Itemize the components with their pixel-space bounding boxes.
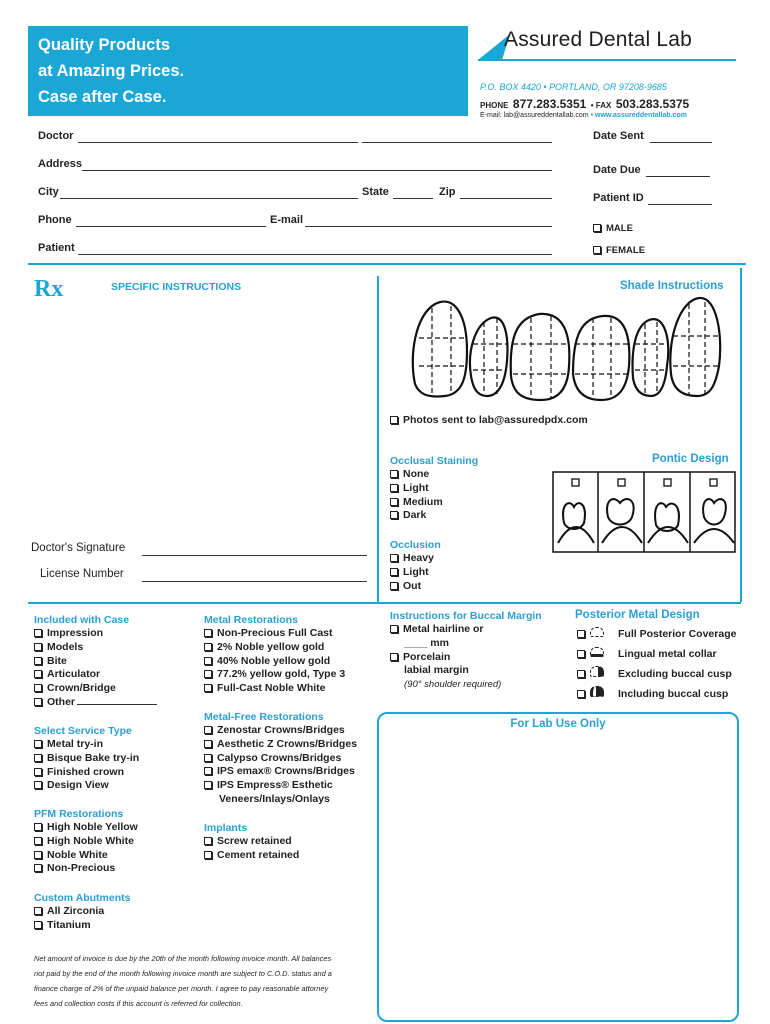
pontic-design-diagram-icon[interactable] (552, 471, 736, 553)
occlusal-staining-section (390, 454, 478, 523)
option-noble-white[interactable] (34, 849, 138, 863)
option-veneers-continued (204, 793, 357, 807)
option-ips-empress[interactable] (204, 779, 357, 793)
pontic-design-title: Pontic Design (652, 453, 729, 465)
option-crown-bridge[interactable] (34, 682, 157, 696)
doctor-label: Doctor (38, 130, 74, 142)
checkbox-icon[interactable] (577, 690, 585, 698)
photos-sent-checkbox[interactable] (390, 414, 588, 426)
right-rule (740, 268, 742, 602)
option-all-zirconia[interactable] (34, 905, 130, 919)
checkbox-icon[interactable] (34, 684, 42, 692)
date-sent-field[interactable] (650, 142, 712, 143)
implants-section (204, 821, 299, 863)
phone-label: Phone (38, 214, 72, 226)
option-label: Articulator (47, 668, 101, 681)
posterior-metal-design-title: Posterior Metal Design (575, 609, 700, 621)
option-label: Metal try-in (47, 738, 104, 750)
tagline-line: at Amazing Prices. (38, 62, 185, 80)
option-bite[interactable] (34, 655, 157, 669)
checkbox-icon[interactable] (34, 629, 42, 637)
checkbox-icon[interactable] (34, 781, 42, 789)
option-label: Metal hairline or (403, 623, 484, 635)
other-field[interactable] (77, 704, 157, 705)
option-metal-hairline[interactable] (390, 623, 542, 637)
option-label: Excluding buccal cusp (618, 668, 732, 680)
email-web-line (480, 112, 687, 119)
phone-field[interactable] (76, 226, 266, 227)
option-label: Non-Precious Full Cast (217, 627, 333, 639)
option-excluding-buccal[interactable] (577, 666, 747, 686)
checkbox-icon[interactable] (577, 630, 585, 638)
checkbox-icon[interactable] (34, 698, 42, 706)
checkbox-icon[interactable] (390, 416, 398, 424)
checkbox-icon[interactable] (34, 768, 42, 776)
option-label: Aesthetic Z Crowns/Bridges (217, 737, 358, 750)
lingual-collar-icon (590, 647, 604, 657)
female-label: FEMALE (606, 245, 646, 256)
option-ips-emax[interactable] (204, 765, 357, 779)
doctor-signature-field[interactable] (142, 555, 367, 556)
phone-fax-line (480, 95, 689, 113)
email-field[interactable] (305, 226, 552, 227)
option-high-noble-yellow[interactable] (34, 821, 138, 835)
checkbox-icon[interactable] (204, 781, 212, 789)
patient-id-label: Patient ID (593, 192, 644, 204)
logo-text: Assured Dental Lab (504, 28, 693, 51)
option-label: Zenostar Crowns/Bridges (217, 724, 345, 736)
patient-field[interactable] (78, 254, 552, 255)
tagline-line: Quality Products (38, 36, 171, 54)
option-label: Medium (403, 495, 443, 508)
metal-free-restorations-title: Metal-Free Restorations (204, 711, 324, 723)
option-non-precious[interactable] (34, 862, 138, 876)
checkbox-icon[interactable] (34, 657, 42, 665)
option-high-noble-white[interactable] (34, 835, 138, 849)
checkbox-icon[interactable] (34, 921, 42, 929)
option-77-gold[interactable] (204, 668, 345, 682)
checkbox-icon[interactable] (577, 670, 585, 678)
option-label: Light (403, 565, 429, 578)
option-label: Finished crown (47, 765, 125, 778)
shade-teeth-diagram-icon[interactable] (405, 296, 725, 414)
option-label: Bite (47, 654, 67, 667)
option-label: High Noble Yellow (47, 821, 138, 833)
lab-use-box[interactable] (377, 712, 739, 1022)
included-with-case-title: Included with Case (34, 614, 130, 626)
option-articulator[interactable] (34, 668, 157, 682)
option-label: Dark (403, 509, 427, 522)
checkbox-icon[interactable] (390, 582, 398, 590)
state-label: State (362, 186, 389, 198)
checkbox-icon[interactable] (34, 864, 42, 872)
option-out[interactable] (390, 580, 441, 594)
option-zenostar[interactable] (204, 724, 357, 738)
rx-symbol: Rx (34, 276, 64, 302)
option-label: Lingual metal collar (618, 648, 717, 660)
checkbox-icon[interactable] (390, 511, 398, 519)
doctor-field-ext[interactable] (362, 142, 552, 143)
option-label: Including buccal cusp (618, 688, 729, 700)
included-with-case-section (34, 613, 157, 710)
phone-number: 877.283.5351 (512, 97, 587, 111)
disclaimer-line: finance charge of 2% of the unpaid balance per month. I agree to pay reasonable attorney (34, 984, 329, 993)
labial-margin (390, 664, 542, 678)
lab-use-title: For Lab Use Only (510, 718, 606, 730)
doctor-field[interactable] (78, 142, 358, 143)
option-label: Design View (47, 779, 109, 792)
option-label: 77.2% yellow gold, Type 3 (217, 668, 346, 681)
option-label: Porcelain (403, 650, 451, 663)
checkbox-icon[interactable] (204, 767, 212, 775)
address-label: Address (38, 158, 83, 170)
option-label: Veneers/Inlays/Onlays (219, 792, 330, 805)
custom-abutments-title: Custom Abutments (34, 892, 131, 904)
option-non-precious-full-cast[interactable] (204, 627, 345, 641)
checkbox-icon[interactable] (390, 625, 398, 633)
disclaimer-line: Net amount of invoice is due by the 20th of the month following invoice month. All balances (34, 954, 332, 963)
option-lingual-collar[interactable] (577, 646, 747, 666)
checkbox-icon[interactable] (34, 823, 42, 831)
checkbox-icon[interactable] (34, 643, 42, 651)
checkbox-icon[interactable] (390, 653, 398, 661)
option-other[interactable] (34, 696, 157, 710)
option-label: Cement retained (217, 848, 300, 861)
checkbox-icon[interactable] (204, 754, 212, 762)
disclaimer-line: not paid by the end of the month following invoice month are subject to C.O.D. status and a (34, 969, 332, 978)
option-light[interactable] (390, 566, 441, 580)
option-label: All Zirconia (47, 905, 105, 917)
option-label: Heavy (403, 552, 434, 564)
occlusion-title: Occlusion (390, 539, 441, 551)
state-field[interactable] (393, 198, 433, 199)
website: • www.assureddentallab.com (590, 112, 687, 119)
option-bisque-bake[interactable] (34, 752, 139, 766)
city-field[interactable] (60, 198, 358, 199)
checkbox-icon[interactable] (204, 684, 212, 692)
option-label: Light (403, 481, 429, 494)
option-calypso[interactable] (204, 752, 357, 766)
mm-field[interactable] (390, 637, 542, 651)
pfm-restorations-title: PFM Restorations (34, 808, 124, 820)
option-label: Screw retained (217, 835, 292, 847)
pfm-restorations-section (34, 807, 138, 876)
option-label: Full-Cast Noble White (217, 682, 326, 695)
metal-free-restorations-section (204, 710, 357, 807)
option-none[interactable] (390, 468, 478, 482)
option-impression[interactable] (34, 627, 157, 641)
checkbox-icon[interactable] (204, 643, 212, 651)
option-2-noble[interactable] (204, 641, 345, 655)
buccal-margin-title: Instructions for Buccal Margin (390, 610, 542, 622)
option-40-noble[interactable] (204, 655, 345, 669)
option-full-posterior[interactable] (577, 626, 747, 646)
checkbox-icon[interactable] (34, 837, 42, 845)
option-label: Other (47, 695, 76, 708)
city-label: City (38, 186, 59, 198)
checkbox-icon[interactable] (390, 470, 398, 478)
phone-label: PHONE (480, 101, 509, 110)
email-label: E-mail (270, 214, 304, 226)
section-divider (28, 263, 746, 265)
option-models[interactable] (34, 641, 157, 655)
address-field[interactable] (82, 170, 552, 171)
fax-number: 503.283.5375 (615, 97, 690, 111)
option-titanium[interactable] (34, 919, 130, 933)
option-metal-try-in[interactable] (34, 738, 139, 752)
patient-id-field[interactable] (648, 204, 712, 205)
option-light[interactable] (390, 482, 478, 496)
date-due-field[interactable] (646, 176, 710, 177)
option-label: IPS emax® Crowns/Bridges (217, 765, 355, 778)
including-buccal-icon (590, 686, 604, 697)
checkbox-icon[interactable] (34, 670, 42, 678)
checkbox-icon[interactable] (390, 568, 398, 576)
checkbox-icon[interactable] (390, 498, 398, 506)
option-medium[interactable] (390, 496, 478, 510)
option-label: labial margin (404, 664, 469, 677)
checkbox-icon[interactable] (390, 484, 398, 492)
option-porcelain[interactable] (390, 651, 542, 665)
disclaimer-line: fees and collection costs if this account is referred for collection. (34, 999, 243, 1008)
zip-field[interactable] (460, 198, 552, 199)
tagline (38, 32, 184, 110)
specific-instructions-title: SPECIFIC INSTRUCTIONS (111, 281, 242, 293)
occlusion-section (390, 538, 441, 593)
male-label: MALE (606, 223, 633, 234)
rx-divider (377, 276, 379, 602)
checkbox-icon[interactable] (34, 754, 42, 762)
checkbox-icon[interactable] (204, 726, 212, 734)
option-label: 2% Noble yellow gold (217, 640, 325, 653)
option-design-view[interactable] (34, 779, 139, 793)
metal-restorations-section (204, 613, 345, 696)
rx-bottom-rule (377, 602, 741, 604)
email-address: E-mail: lab@assureddentallab.com (480, 112, 589, 119)
checkbox-icon[interactable] (204, 657, 212, 665)
shoulder-note (390, 678, 542, 692)
male-checkbox[interactable] (593, 223, 633, 234)
checkbox-icon[interactable] (577, 650, 585, 658)
posterior-metal-design-options (577, 626, 747, 706)
note-text: (90° shoulder required) (404, 679, 502, 691)
option-including-buccal[interactable] (577, 686, 747, 706)
custom-abutments-section (34, 891, 130, 933)
metal-restorations-title: Metal Restorations (204, 614, 298, 626)
option-finished-crown[interactable] (34, 766, 139, 780)
checkbox-icon[interactable] (34, 851, 42, 859)
option-label: None (403, 468, 430, 480)
implants-title: Implants (204, 822, 248, 834)
photos-sent-label: Photos sent to lab@assuredpdx.com (403, 414, 588, 426)
patient-label: Patient (38, 242, 75, 254)
option-label: Impression (47, 627, 104, 639)
select-service-type-title: Select Service Type (34, 725, 132, 737)
checkbox-icon[interactable] (390, 554, 398, 562)
checkbox-icon[interactable] (34, 907, 42, 915)
option-label: Crown/Bridge (47, 682, 116, 695)
option-label: ____ mm (404, 636, 449, 649)
option-label: Non-Precious (47, 862, 116, 875)
option-label: Calypso Crowns/Bridges (217, 751, 342, 764)
option-label: 40% Noble yellow gold (217, 654, 331, 667)
female-checkbox[interactable] (593, 245, 645, 256)
option-cement-retained[interactable] (204, 849, 299, 863)
rx-bottom-rule-left (28, 602, 377, 604)
license-number-field[interactable] (142, 581, 367, 582)
option-label: Models (47, 640, 84, 653)
payment-disclaimer (34, 951, 374, 1011)
option-label: Out (403, 579, 422, 592)
option-dark[interactable] (390, 509, 478, 523)
checkbox-icon[interactable] (34, 740, 42, 748)
option-screw-retained[interactable] (204, 835, 299, 849)
option-label: High Noble White (47, 834, 134, 847)
checkbox-icon[interactable] (204, 851, 212, 859)
tagline-line: Case after Case. (38, 88, 167, 106)
select-service-type-section (34, 724, 139, 793)
checkbox-icon[interactable] (204, 670, 212, 678)
date-sent-label: Date Sent (593, 130, 644, 142)
header-banner (28, 26, 468, 116)
excluding-buccal-icon (590, 666, 604, 677)
fax-label: • FAX (590, 101, 612, 110)
checkbox-icon[interactable] (204, 629, 212, 637)
checkbox-icon[interactable] (593, 224, 601, 232)
buccal-margin-section (390, 609, 542, 692)
lab-address: P.O. BOX 4420 • PORTLAND, OR 97208-9685 (480, 82, 667, 92)
option-label: Full Posterior Coverage (618, 628, 737, 640)
checkbox-icon[interactable] (204, 740, 212, 748)
option-full-cast-noble-white[interactable] (204, 682, 345, 696)
option-label: Noble White (47, 848, 108, 861)
full-coverage-icon (590, 627, 604, 637)
option-aesthetic-z[interactable] (204, 738, 357, 752)
checkbox-icon[interactable] (204, 837, 212, 845)
option-label: Titanium (47, 918, 91, 931)
option-heavy[interactable] (390, 552, 441, 566)
date-due-label: Date Due (593, 164, 641, 176)
option-label: IPS Empress® Esthetic (217, 779, 333, 792)
shade-instructions-title: Shade Instructions (620, 280, 724, 292)
license-number-label: License Number (40, 568, 124, 580)
doctor-signature-label: Doctor's Signature (31, 542, 126, 554)
option-label: Bisque Bake try-in (47, 751, 140, 764)
zip-label: Zip (439, 186, 456, 198)
occlusal-staining-title: Occlusal Staining (390, 455, 479, 467)
checkbox-icon[interactable] (593, 246, 601, 254)
